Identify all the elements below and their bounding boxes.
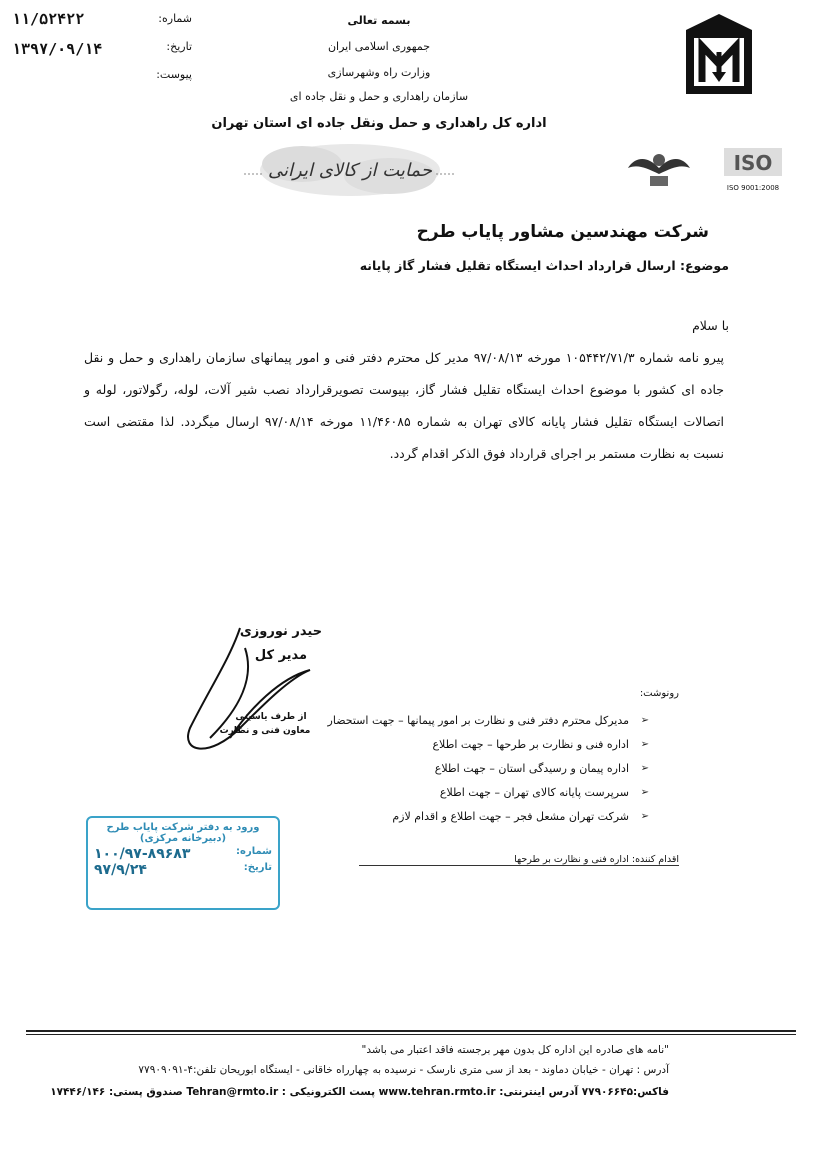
cc-item: ➢ اداره فنی و نظارت بر طرحها – جهت اطلاع [432, 737, 649, 751]
action-line: اقدام کننده: اداره فنی و نظارت بر طرحها [359, 854, 679, 866]
subject: موضوع: ارسال قرارداد احداث ایستگاه تقلیل فشار گاز پایانه [359, 258, 729, 273]
footer-address: آدرس : تهران - خیابان دماوند - بعد از سی متری نارسک - نرسیده به چهارراه خاقانی - ایستگاه ابوریحان تلفن:۴-۷۷۹۰۹۰۹۱ [138, 1064, 669, 1076]
cc-list [219, 708, 649, 828]
letter-number: ۱۱/۵۲۴۲۲ [12, 10, 85, 28]
cc-item: ➢ اداره پیمان و رسیدگی استان – جهت اطلاع [434, 761, 649, 775]
arrow-icon: ➢ [640, 714, 649, 726]
stamp-line1: ورود به دفتر شرکت پایاب طرح [106, 822, 260, 833]
winged-emblem [626, 146, 692, 192]
attachment-label: پیوست: [156, 68, 192, 81]
deputy-title: معاون فنی و نظارت [219, 726, 311, 736]
stamp-date-label: تاریخ: [243, 862, 272, 873]
stamp-line2: (دبیرخانه مرکزی) [139, 833, 227, 844]
stamp-date: ۹۷/۹/۲۴ [94, 862, 147, 878]
arrow-icon: ➢ [640, 786, 649, 798]
cc-item: ➢ شرکت تهران مشعل فجر – جهت اطلاع و اقدام لازم [392, 809, 649, 823]
ministry-line: وزارت راه وشهرسازی [327, 66, 431, 79]
department-line: اداره کل راهداری و حمل ونقل جاده ای استان تهران [211, 116, 547, 131]
republic-line: جمهوری اسلامی ایران [327, 40, 431, 53]
arrow-icon: ➢ [640, 738, 649, 750]
letter-date: ۱۳۹۷/۰۹/۱۴ [12, 40, 103, 58]
greeting: با سلام [692, 318, 729, 333]
organization-line: سازمان راهداری و حمل و نقل جاده ای [289, 90, 469, 103]
footer-divider-thin [26, 1034, 796, 1035]
calligraphy-text: حمایت از کالای ایرانی [268, 160, 432, 181]
signatory-name: حیدر نوروزی [239, 624, 323, 639]
on-behalf: از طرف یاسینی [235, 712, 307, 722]
rmto-logo [684, 12, 754, 96]
cc-label: رونوشت: [639, 688, 679, 699]
invocation: بسمه تعالی [347, 14, 411, 27]
signatory-title: مدیر کل [254, 648, 308, 663]
footer-contact: فاکس:۷۷۹۰۶۶۴۵ آدرس اینترنتی: www.tehran.rmto.ir پست الکترونیکی : Tehran@rmto.ir صندوق پستی: ۱۷۴۴۶/۱۴۶ [50, 1086, 669, 1098]
svg-text:ISO: ISO [733, 151, 773, 175]
iso-label: ISO 9001:2008 [726, 184, 780, 192]
footer-notice: "نامه های صادره این اداره کل بدون مهر برجسته فاقد اعتبار می باشد" [361, 1044, 669, 1056]
received-stamp [86, 816, 280, 910]
calligraphy-banner [240, 138, 460, 202]
arrow-icon: ➢ [640, 762, 649, 774]
cc-item: ➢ مدیرکل محترم دفتر فنی و نظارت بر امور پیمانها – جهت استحضار [327, 713, 649, 727]
stamp-number-label: شماره: [236, 846, 272, 857]
cc-item: ➢ سرپرست پایانه کالای تهران – جهت اطلاع [439, 785, 649, 799]
number-label: شماره: [158, 12, 192, 25]
date-label: تاریخ: [166, 40, 192, 53]
recipient: شرکت مهندسین مشاور پایاب طرح [416, 222, 709, 242]
stamp-number: ۱۰۰/۹۷-۸۹۶۸۳ [94, 846, 191, 862]
letter-body: پیرو نامه شماره ۱۰۵۴۴۲/۷۱/۳ مورخه ۹۷/۰۸/۱۳ مدیر کل محترم دفتر فنی و امور پیمانهای سازمان راهداری و حمل و نقل جاده ای کشور با موضوع احداث ایستگاه تقلیل فشار گاز، بپیوست تصویرقرارداد نصب شیر آلات، لوله، رگولاتور، لوله و اتصالات ایستگاه تقلیل فشار پایانه کالای تهران به شماره ۱۱/۴۶۰۸۵ مورخه ۹۷/۰۸/۱۴ ارسال میگردد. لذا مقتضی است نسبت به نظارت مستمر بر اجرای قرارداد فوق الذکر اقدام گردد. [84, 350, 725, 461]
footer-divider [26, 1030, 796, 1032]
iso-logo [720, 144, 786, 194]
arrow-icon: ➢ [640, 810, 649, 822]
